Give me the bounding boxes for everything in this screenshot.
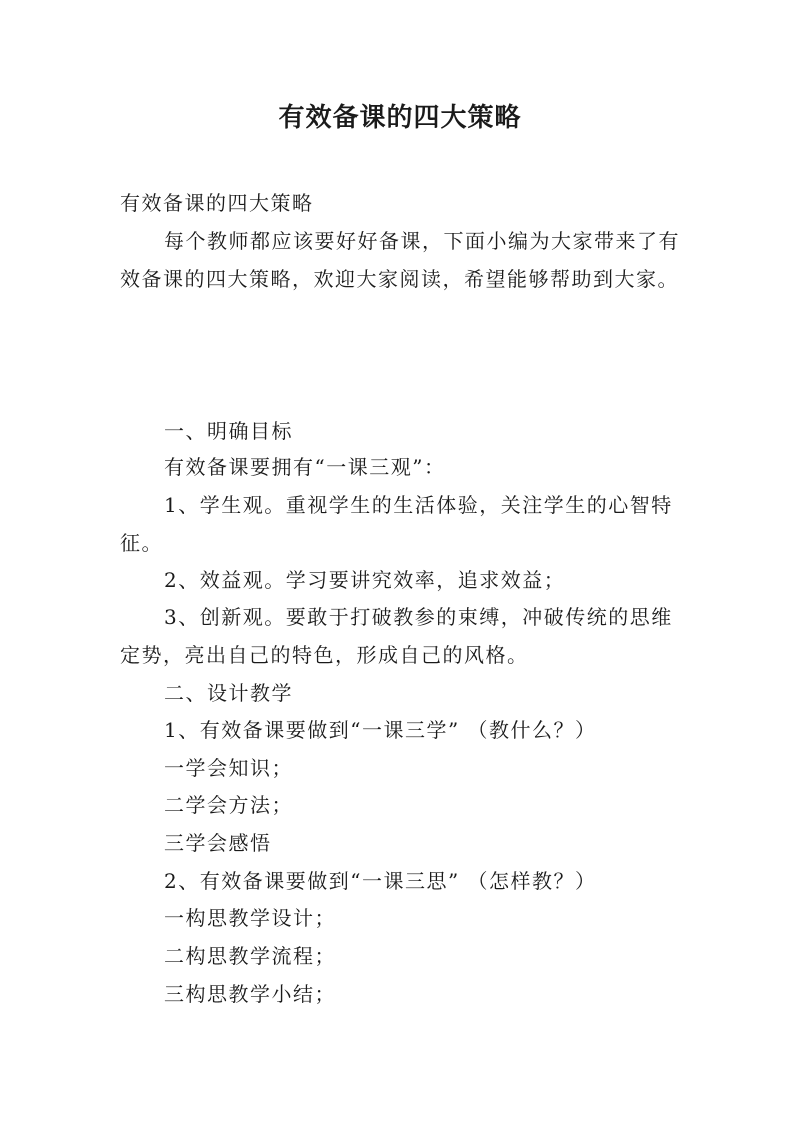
paragraph-line: 2、有效备课要做到“一课三思” （怎样教？） [164, 869, 597, 893]
paragraph-line: 二学会方法； [164, 793, 293, 817]
intro-line: 每个教师都应该要好好备课，下面小编为大家带来了有 [164, 229, 680, 253]
paragraph-line: 一构思教学设计； [164, 906, 336, 930]
paragraph-line: 一学会知识； [164, 756, 293, 780]
intro-line: 效备课的四大策略，欢迎大家阅读，希望能够帮助到大家。 [120, 267, 679, 291]
paragraph-line: 1、学生观。重视学生的生活体验，关注学生的心智特 [164, 493, 673, 517]
paragraph-line: 三学会感悟 [164, 831, 272, 855]
paragraph-line: 1、有效备课要做到“一课三学” （教什么？） [164, 718, 597, 742]
paragraph-line: 有效备课要拥有“一课三观”： [164, 455, 446, 479]
paragraph-line: 三构思教学小结； [164, 982, 336, 1006]
paragraph-line: 征。 [120, 531, 163, 555]
paragraph-line: 2、效益观。学习要讲究效率，追求效益； [164, 568, 566, 592]
paragraph-line: 3、创新观。要敢于打破教参的束缚，冲破传统的思维 [164, 605, 673, 629]
subtitle: 有效备课的四大策略 [120, 191, 314, 215]
paragraph-line: 定势，亮出自己的特色，形成自己的风格。 [120, 643, 529, 667]
section-heading: 二、设计教学 [164, 681, 293, 705]
section-heading: 一、明确目标 [164, 419, 293, 443]
document-title: 有效备课的四大策略 [278, 103, 522, 133]
paragraph-line: 二构思教学流程； [164, 944, 336, 968]
